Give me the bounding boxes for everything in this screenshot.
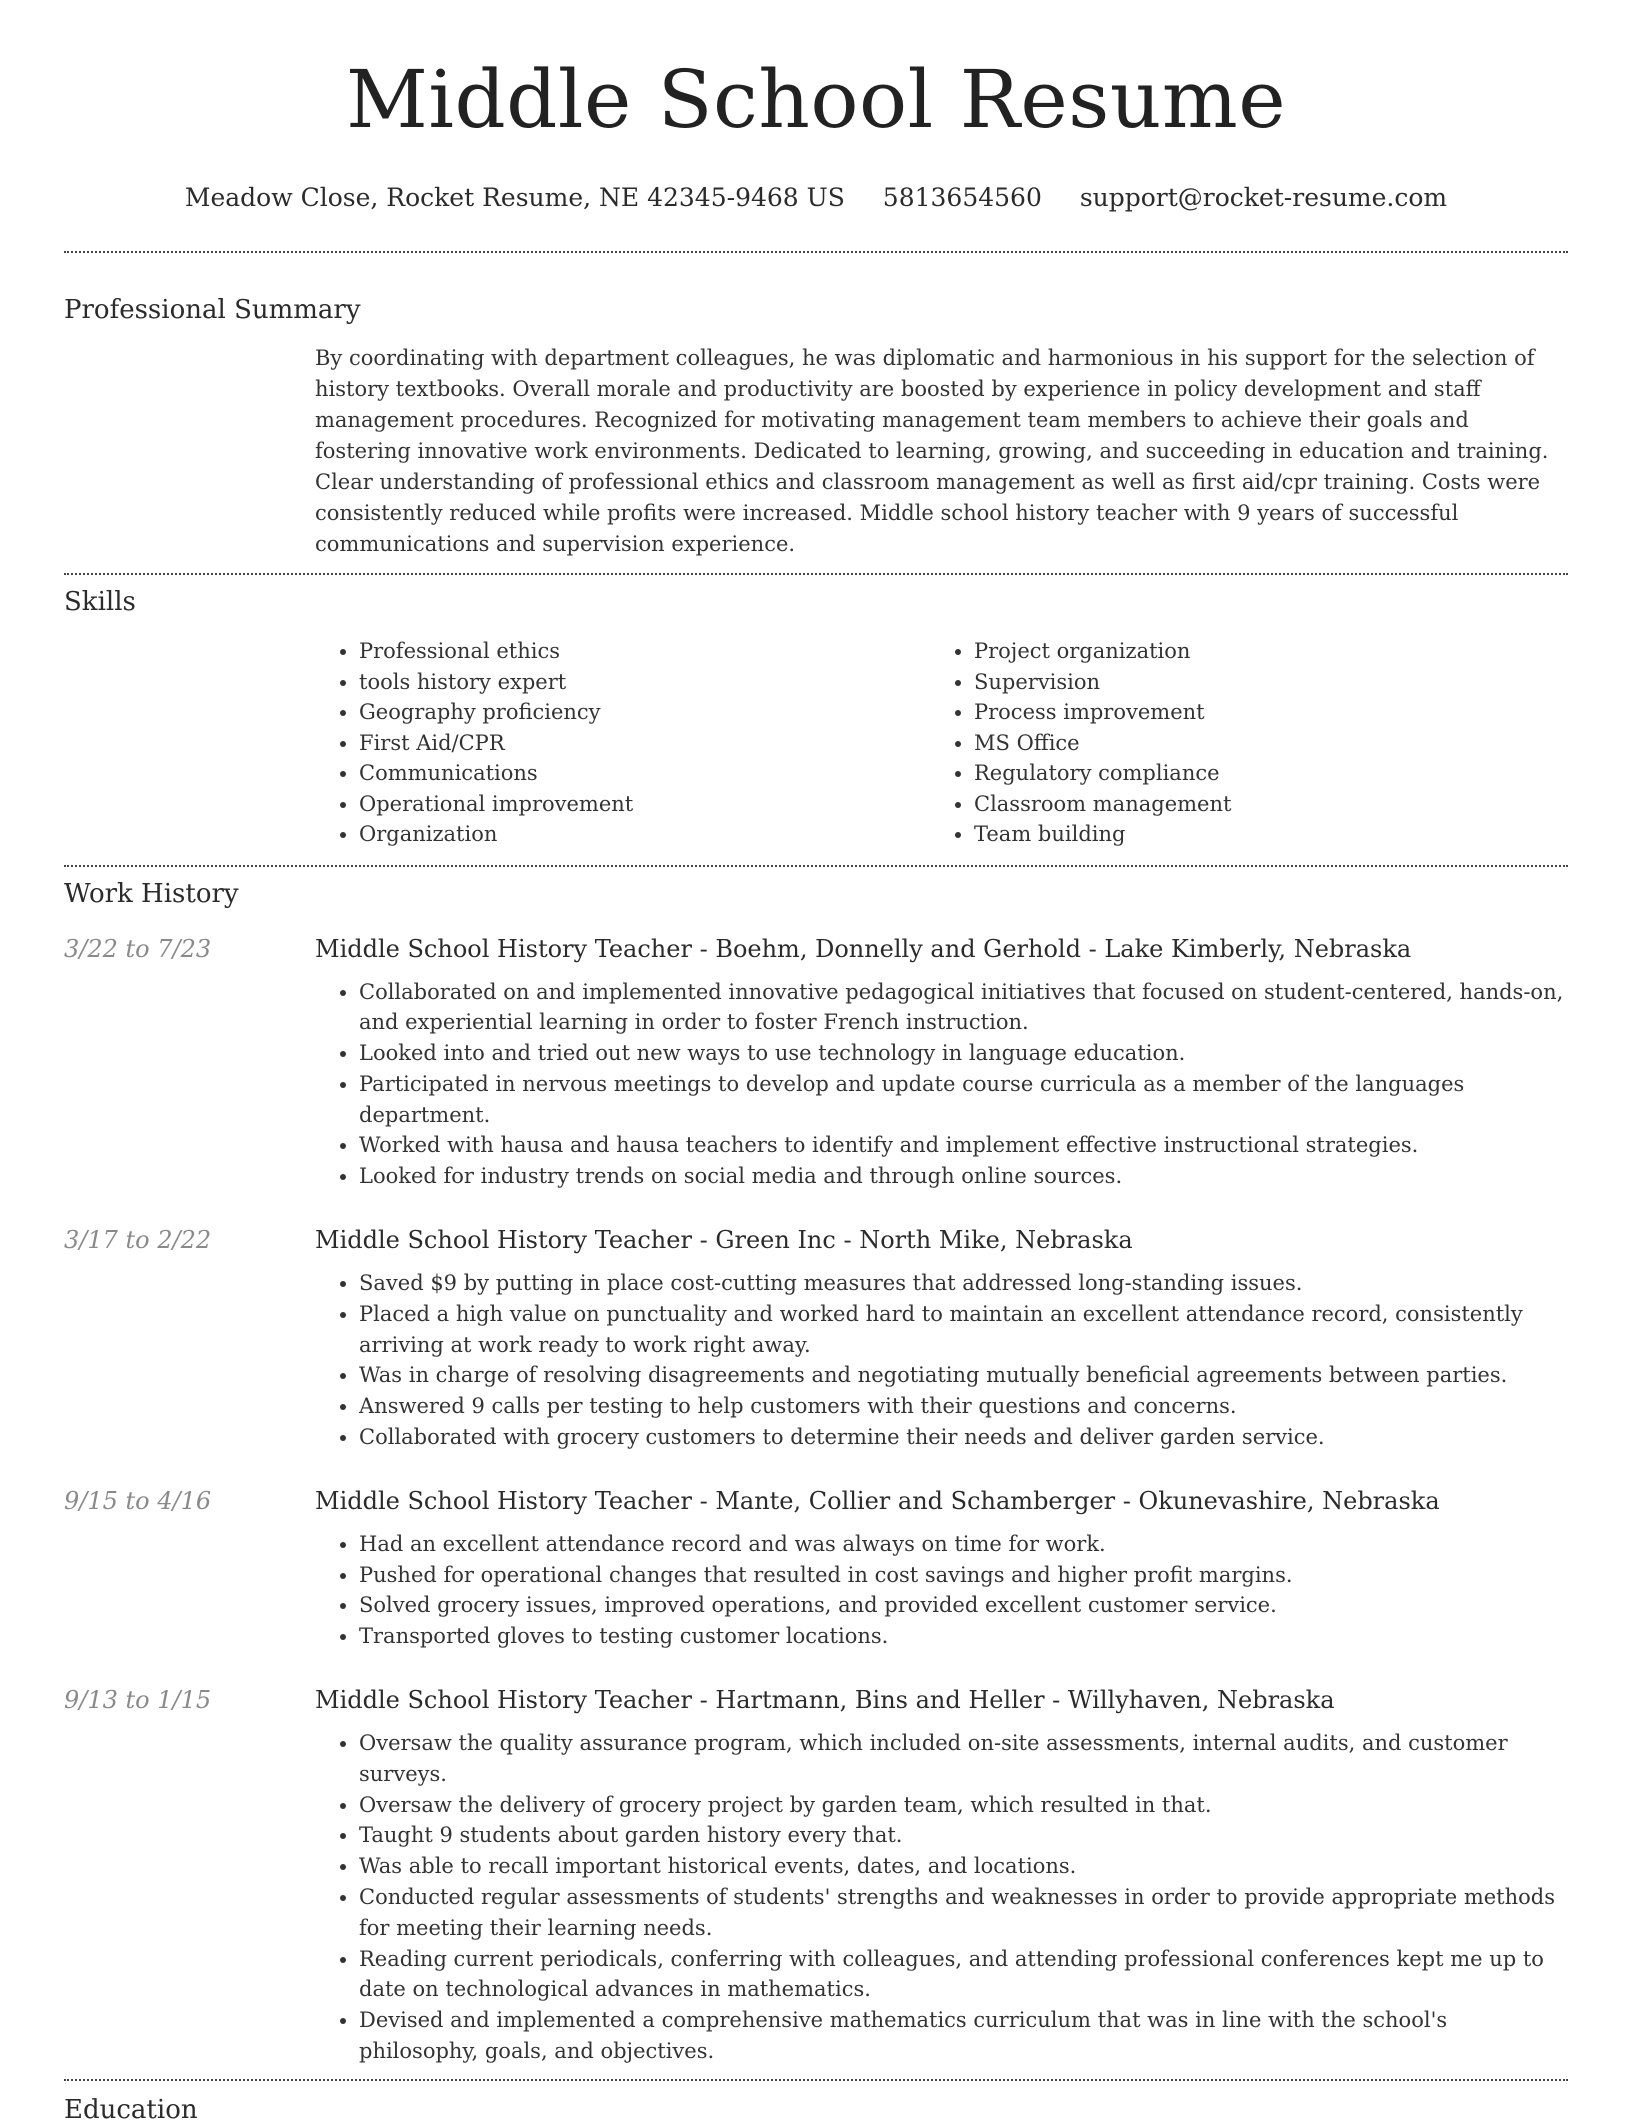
job-bullet: • Participated in nervous meetings to develop and update course curricula as a member of the languages department. xyxy=(359,1069,1568,1131)
job-date: 3/17 to 2/22 xyxy=(64,1226,212,1255)
section-divider xyxy=(64,865,1568,867)
job-location: Okunevashire, Nebraska xyxy=(1138,1486,1440,1515)
job-bullet: • Reading current periodicals, conferring with colleagues, and attending professional conferences kept me up to date on technological advances in mathematics. xyxy=(359,1944,1568,2006)
skills-list-left xyxy=(315,636,930,850)
summary-section xyxy=(64,293,1568,560)
job-bullet: • Looked for industry trends on social media and through online sources. xyxy=(359,1161,1568,1192)
job-heading xyxy=(315,1483,1568,1519)
contact-email: support@rocket-resume.com xyxy=(1079,183,1448,212)
job-bullet: • Collaborated with grocery customers to determine their needs and deliver garden service. xyxy=(359,1422,1568,1453)
contact-line xyxy=(64,182,1568,214)
job-separator: - xyxy=(691,1226,716,1255)
job-separator: - xyxy=(691,934,716,963)
contact-phone: 5813654560 xyxy=(882,183,1042,212)
skill-item: • Geography proficiency xyxy=(359,697,930,728)
skill-item: • Organization xyxy=(359,819,930,850)
job-separator: - xyxy=(1115,1486,1139,1515)
job-entry xyxy=(64,1222,1568,1453)
job-company: Green Inc xyxy=(715,1226,836,1255)
education-heading: Education xyxy=(64,2094,198,2125)
job-role: Middle School History Teacher xyxy=(315,1486,692,1515)
job-date: 9/15 to 4/16 xyxy=(64,1486,212,1515)
job-separator: - xyxy=(1044,1686,1068,1715)
job-heading xyxy=(315,1222,1568,1258)
job-entry xyxy=(64,1682,1568,2067)
job-bullet: • Taught 9 students about garden history every that. xyxy=(359,1820,1568,1851)
section-divider xyxy=(64,2079,1568,2081)
job-location: Lake Kimberly, Nebraska xyxy=(1104,934,1412,963)
skill-item: • tools history expert xyxy=(359,667,930,698)
job-separator: - xyxy=(835,1226,860,1255)
job-bullets xyxy=(315,1268,1568,1453)
job-bullet: • Devised and implemented a comprehensive mathematics curriculum that was in line with the school's philosophy, goals, and objectives. xyxy=(359,2005,1568,2067)
job-entry xyxy=(64,1483,1568,1652)
job-bullet: • Looked into and tried out new ways to use technology in language education. xyxy=(359,1038,1568,1069)
job-role: Middle School History Teacher xyxy=(315,1686,692,1715)
skill-item: • Operational improvement xyxy=(359,789,930,820)
resume-title: Middle School Resume xyxy=(345,53,1287,146)
skill-item: • Process improvement xyxy=(974,697,1545,728)
work-heading: Work History xyxy=(64,878,239,909)
resume-page xyxy=(64,0,1568,2127)
job-bullet: • Worked with hausa and hausa teachers to identify and implement effective instructional strategies. xyxy=(359,1130,1568,1161)
skill-item: • MS Office xyxy=(974,728,1545,759)
job-bullet: • Was in charge of resolving disagreements and negotiating mutually beneficial agreements between parties. xyxy=(359,1360,1568,1391)
job-separator: - xyxy=(691,1486,716,1515)
job-bullet: • Collaborated on and implemented innovative pedagogical initiatives that focused on student-centered, hands-on, and experiential learning in order to foster French instruction. xyxy=(359,977,1568,1039)
job-role: Middle School History Teacher xyxy=(315,1226,692,1255)
job-bullet: • Saved $9 by putting in place cost-cutting measures that addressed long-standing issues. xyxy=(359,1268,1568,1299)
job-entry xyxy=(64,931,1568,1193)
job-location: North Mike, Nebraska xyxy=(859,1226,1133,1255)
job-heading xyxy=(315,931,1568,967)
job-date: 3/22 to 7/23 xyxy=(64,934,212,963)
job-date: 9/13 to 1/15 xyxy=(64,1686,212,1715)
job-bullet: • Had an excellent attendance record and was always on time for work. xyxy=(359,1529,1568,1560)
summary-text: By coordinating with department colleagues, he was diplomatic and harmonious in his support for the selection of history textbooks. Overall morale and productivity are boosted by experience in policy development and staff management procedures. Recognized for motivating management team members to achieve their goals and fostering innovative work environments. Dedicated to learning, growing, and succeeding in education and training. Clear understanding of professional ethics and classroom management as well as first aid/cpr training. Costs were consistently reduced while profits were increased. Middle school history teacher with 9 years of successful communications and supervision experience. xyxy=(315,346,1549,556)
education-section xyxy=(64,2093,1568,2127)
job-bullets xyxy=(315,977,1568,1193)
job-bullet: • Conducted regular assessments of students' strengths and weaknesses in order to provide appropriate methods for meeting their learning needs. xyxy=(359,1882,1568,1944)
job-separator: - xyxy=(1080,934,1105,963)
skill-item: • First Aid/CPR xyxy=(359,728,930,759)
section-divider xyxy=(64,573,1568,575)
skill-item: • Regulatory compliance xyxy=(974,758,1545,789)
skill-item: • Classroom management xyxy=(974,789,1545,820)
job-role: Middle School History Teacher xyxy=(315,934,692,963)
job-bullet: • Pushed for operational changes that resulted in cost savings and higher profit margins. xyxy=(359,1560,1568,1591)
job-bullet: • Oversaw the quality assurance program, which included on-site assessments, internal audits, and customer surveys. xyxy=(359,1728,1568,1790)
section-divider xyxy=(64,251,1568,253)
skill-item: • Communications xyxy=(359,758,930,789)
job-bullet: • Transported gloves to testing customer locations. xyxy=(359,1621,1568,1652)
job-bullet: • Oversaw the delivery of grocery project by garden team, which resulted in that. xyxy=(359,1790,1568,1821)
job-bullet: • Was able to recall important historical events, dates, and locations. xyxy=(359,1851,1568,1882)
job-company: Hartmann, Bins and Heller xyxy=(715,1686,1045,1715)
skill-item: • Team building xyxy=(974,819,1545,850)
job-company: Boehm, Donnelly and Gerhold xyxy=(715,934,1081,963)
job-bullet: • Solved grocery issues, improved operations, and provided excellent customer service. xyxy=(359,1590,1568,1621)
job-separator: - xyxy=(691,1686,716,1715)
job-location: Willyhaven, Nebraska xyxy=(1067,1686,1335,1715)
job-heading xyxy=(315,1682,1568,1718)
skills-grid xyxy=(315,636,1568,850)
work-section xyxy=(64,877,1568,2067)
job-bullet: • Answered 9 calls per testing to help customers with their questions and concerns. xyxy=(359,1391,1568,1422)
job-bullet: • Placed a high value on punctuality and worked hard to maintain an excellent attendance record, consistently arriving at work ready to work right away. xyxy=(359,1299,1568,1361)
skills-list-right xyxy=(930,636,1545,850)
job-company: Mante, Collier and Schamberger xyxy=(715,1486,1116,1515)
job-bullets xyxy=(315,1529,1568,1652)
skill-item: • Supervision xyxy=(974,667,1545,698)
contact-address: Meadow Close, Rocket Resume, NE 42345-9468 US xyxy=(184,183,845,212)
skill-item: • Project organization xyxy=(974,636,1545,667)
skill-item: • Professional ethics xyxy=(359,636,930,667)
skills-heading: Skills xyxy=(64,587,136,617)
skills-section xyxy=(64,585,1568,850)
summary-heading: Professional Summary xyxy=(64,295,361,325)
job-bullets xyxy=(315,1728,1568,2067)
